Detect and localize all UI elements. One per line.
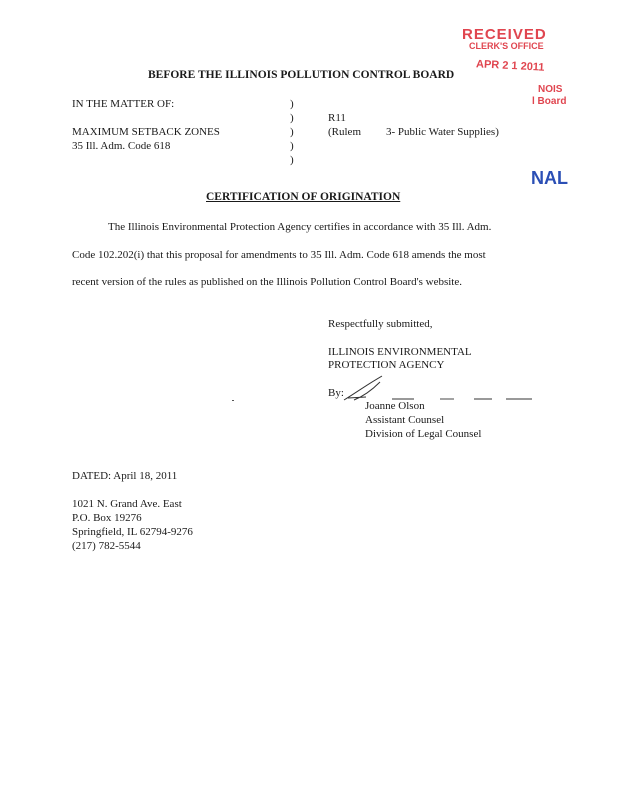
stamp-state-fragment: NOIS (538, 84, 563, 95)
paren-2: ) (290, 112, 294, 124)
docket-number: R11 (328, 112, 346, 124)
certification-body-line1: The Illinois Environmental Protection Agency certifies in accordance with 35 Ill. Adm. (108, 221, 492, 233)
paren-5: ) (290, 154, 294, 166)
certification-body-line2: Code 102.202(i) that this proposal for amendments to 35 Ill. Adm. Code 618 amends the most (72, 249, 486, 261)
stamp-board-fragment: l Board (532, 96, 567, 107)
dated-line: DATED: April 18, 2011 (72, 470, 178, 482)
stamp-clerks-office: CLERK'S OFFICE (469, 41, 544, 51)
by-label: By: (328, 387, 344, 399)
agency-line1: ILLINOIS ENVIRONMENTAL (328, 346, 472, 358)
signer-title: Assistant Counsel (365, 414, 445, 426)
rulemaking-tail: 3- Public Water Supplies) (386, 126, 499, 138)
paren-3: ) (290, 126, 294, 138)
board-title: BEFORE THE ILLINOIS POLLUTION CONTROL BOARD (148, 69, 455, 81)
paren-1: ) (290, 98, 294, 110)
agency-line2: PROTECTION AGENCY (328, 359, 445, 371)
rulemaking-label: (Rulem (328, 126, 361, 138)
closing: Respectfully submitted, (328, 318, 433, 330)
address-line1: 1021 N. Grand Ave. East (72, 498, 182, 510)
certification-body-line3: recent version of the rules as published on the Illinois Pollution Control Board's website. (72, 276, 462, 288)
stamp-received: RECEIVED (462, 26, 547, 43)
address-line3: Springfield, IL 62794-9276 (72, 526, 193, 538)
in-the-matter: IN THE MATTER OF: (72, 98, 175, 110)
certification-title: CERTIFICATION OF ORIGINATION (206, 191, 401, 203)
stamp-date: APR 2 1 2011 (475, 58, 545, 74)
case-subject-line2: 35 Ill. Adm. Code 618 (72, 140, 171, 152)
address-line2: P.O. Box 19276 (72, 512, 142, 524)
paren-4: ) (290, 140, 294, 152)
signer-name: Joanne Olson (365, 400, 425, 412)
case-subject-line1: MAXIMUM SETBACK ZONES (72, 126, 220, 138)
signer-division: Division of Legal Counsel (365, 428, 482, 440)
original-mark: NAL (531, 168, 568, 188)
phone-number: (217) 782-5544 (72, 540, 141, 552)
stray-mark (232, 400, 234, 401)
